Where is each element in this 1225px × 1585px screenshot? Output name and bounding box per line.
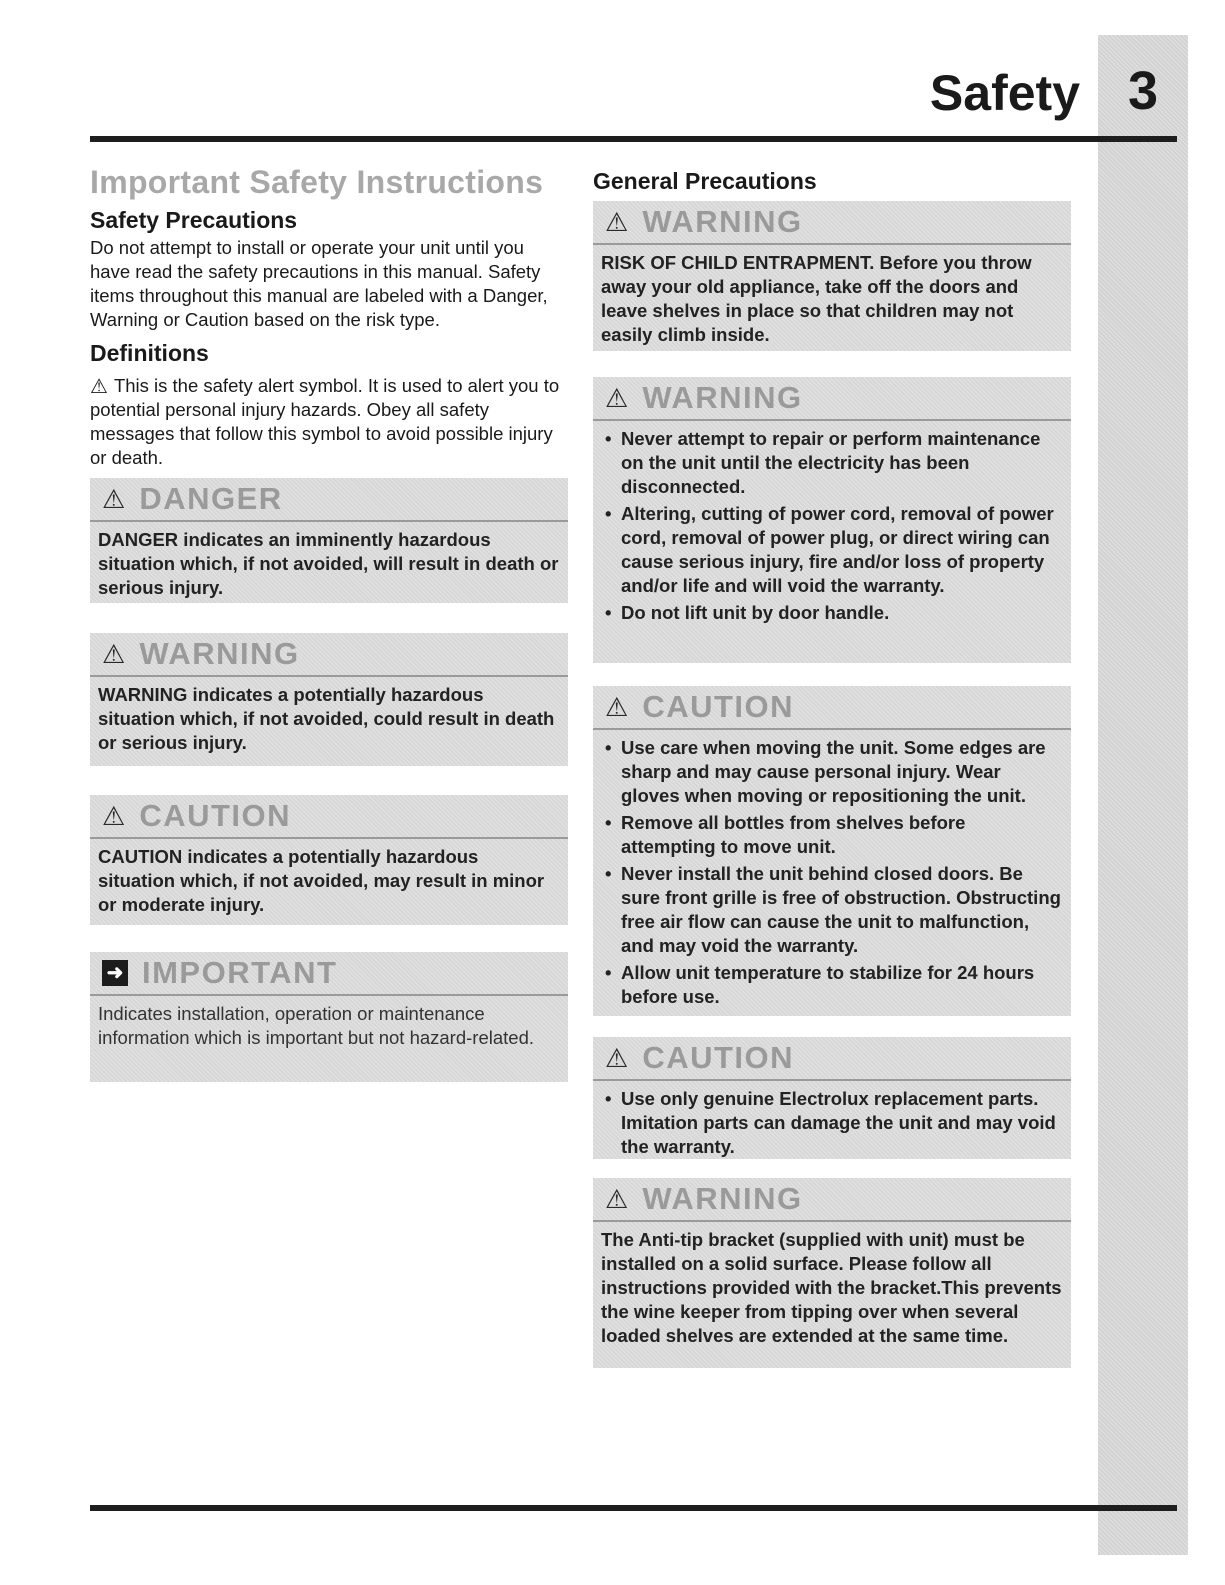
list-item: • Use only genuine Electrolux replacement parts. Imitation parts can damage the unit and may void the warranty. — [601, 1087, 1063, 1159]
warning-title: WARNING — [642, 204, 803, 239]
caution-title: CAUTION — [642, 1040, 795, 1075]
safety-alert-icon: ⚠ — [605, 1184, 629, 1214]
caution-definition-title: CAUTION — [139, 798, 292, 833]
safety-alert-icon: ⚠ — [102, 484, 126, 514]
moving-caution-box — [593, 686, 1071, 1016]
child-entrapment-warning-box — [593, 201, 1071, 351]
warning-definition-title: WARNING — [139, 636, 300, 671]
caution-header — [593, 686, 1071, 730]
top-divider — [90, 136, 1177, 142]
important-definition-header — [90, 952, 568, 996]
page-title: Safety — [929, 65, 1080, 121]
safety-alert-icon: ⚠ — [605, 383, 629, 413]
list-item: • Use care when moving the unit. Some edges are sharp and may cause personal injury. Wear gloves when moving or repositioning the unit. — [601, 736, 1063, 808]
definitions-paragraph — [90, 374, 568, 470]
important-arrow-icon: ➜ — [102, 960, 128, 986]
caution-definition-box — [90, 795, 568, 925]
danger-box-title: DANGER — [139, 481, 283, 516]
list-item: • Do not lift unit by door handle. — [601, 601, 1063, 625]
warning-header — [593, 1178, 1071, 1222]
danger-box-header — [90, 478, 568, 522]
warning-title: WARNING — [642, 380, 803, 415]
safety-precautions-heading: Safety Precautions — [90, 207, 298, 233]
important-definition-text: Indicates installation, operation or maintenance information which is important but not hazard-related. — [98, 1003, 534, 1048]
definitions-text: This is the safety alert symbol. It is used to alert you to potential personal injury hazards. Obey all safety messages that follow this symbol to avoid possible injury or death. — [90, 375, 560, 468]
caution-title: CAUTION — [642, 689, 795, 724]
chapter-side-tab — [1098, 35, 1188, 1555]
danger-box — [90, 478, 568, 603]
safety-alert-icon: ⚠ — [605, 207, 629, 237]
important-definition-box — [90, 952, 568, 1082]
list-item: • Altering, cutting of power cord, removal of power cord, removal of power plug, or direct wiring can cause serious injury, fire and/or loss of property and/or life and will void the warranty. — [601, 502, 1063, 598]
list-item: • Never attempt to repair or perform maintenance on the unit until the electricity has been disconnected. — [601, 427, 1063, 499]
list-item: • Never install the unit behind closed doors. Be sure front grille is free of obstruction. Obstructing free air flow can cause the unit to malfunction, and may void the warranty. — [601, 862, 1063, 958]
safety-alert-icon: ⚠ — [102, 639, 126, 669]
anti-tip-text: The Anti-tip bracket (supplied with unit) must be installed on a solid surface. Please follow all instructions provided with the bracket.This prevents the wine keeper from tipping over when several loaded shelves are extended at the same time. — [601, 1229, 1062, 1346]
warning-definition-box — [90, 633, 568, 766]
definitions-heading: Definitions — [90, 340, 209, 366]
warning-title: WARNING — [642, 1181, 803, 1216]
anti-tip-warning-box — [593, 1178, 1071, 1368]
safety-alert-icon: ⚠ — [102, 801, 126, 831]
general-precautions-heading: General Precautions — [593, 168, 817, 194]
page-number: 3 — [1127, 61, 1159, 121]
caution-header — [593, 1037, 1071, 1081]
child-entrapment-text: RISK OF CHILD ENTRAPMENT. Before you throw away your old appliance, take off the doors and leave shelves in place so that children may not easily climb inside. — [601, 252, 1032, 345]
danger-box-text: DANGER indicates an imminently hazardous situation which, if not avoided, will result in death or serious injury. — [98, 529, 559, 598]
caution-list-body — [593, 736, 1071, 1022]
warning-header — [593, 377, 1071, 421]
caution-list-body — [593, 1087, 1071, 1172]
safety-alert-icon: ⚠ — [605, 1043, 629, 1073]
list-item: • Allow unit temperature to stabilize for 24 hours before use. — [601, 961, 1063, 1009]
safety-alert-icon: ⚠ — [605, 692, 629, 722]
bottom-divider — [90, 1505, 1177, 1511]
caution-definition-header — [90, 795, 568, 839]
section-heading: Important Safety Instructions — [90, 164, 544, 200]
parts-caution-box — [593, 1037, 1071, 1159]
warning-header — [593, 201, 1071, 245]
warning-list-body — [593, 427, 1071, 638]
safety-precautions-text: Do not attempt to install or operate your unit until you have read the safety precautions in this manual. Safety items throughout this manual are labeled with a Danger, Warning or Caution based on the risk type. — [90, 237, 548, 330]
electrical-warning-box — [593, 377, 1071, 663]
list-item: • Remove all bottles from shelves before attempting to move unit. — [601, 811, 1063, 859]
important-definition-title: IMPORTANT — [142, 955, 338, 990]
safety-alert-icon: ⚠ — [90, 376, 108, 398]
warning-definition-header — [90, 633, 568, 677]
warning-definition-text: WARNING indicates a potentially hazardous situation which, if not avoided, could result in death or serious injury. — [98, 684, 555, 753]
caution-definition-text: CAUTION indicates a potentially hazardous situation which, if not avoided, may result in minor or moderate injury. — [98, 846, 545, 915]
